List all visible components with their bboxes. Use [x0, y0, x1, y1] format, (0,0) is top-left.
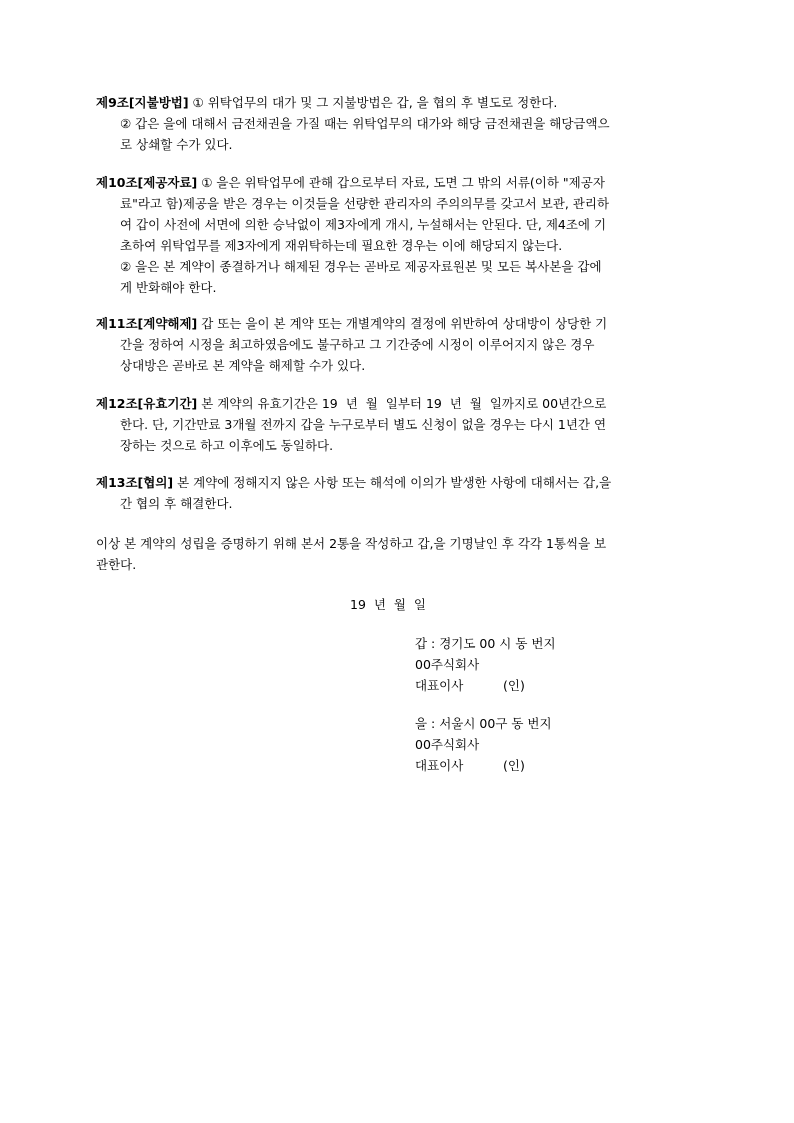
- party-b-representative: 대표이사 (인): [415, 758, 525, 773]
- closing-statement: [96, 533, 700, 575]
- article-13-text-line-2: 간 협의 후 해결한다.: [120, 496, 233, 511]
- article-12-first-line: [96, 393, 700, 414]
- article-10: [96, 172, 700, 298]
- party-a-company: 00주식회사: [415, 657, 480, 672]
- article-9-first-line: [96, 92, 700, 113]
- article-11: [96, 313, 700, 376]
- article-10-text-line-2: 료"라고 함)제공을 받은 경우는 이것들을 선량한 관리자의 주의의무를 갖고서 보관, 관리하: [120, 196, 610, 211]
- article-9-text-line-1: ① 위탁업무의 대가 및 그 지불방법은 갑, 을 협의 후 별도로 정한다.: [188, 95, 558, 110]
- contract-date: 19 년 월 일: [350, 597, 426, 612]
- article-9-heading: 제9조[지불방법]: [96, 95, 189, 110]
- article-10-text-line-3: 여 갑이 사전에 서면에 의한 승낙없이 제3자에게 개시, 누설해서는 안된다. 단, 제4조에 기: [120, 217, 607, 232]
- article-12: [96, 393, 700, 456]
- article-10-text-line-6: 게 반화해야 한다.: [120, 280, 217, 295]
- party-a-representative: 대표이사 (인): [415, 678, 525, 693]
- article-10-text-line-4: 초하여 위탁업무를 제3자에게 재위탁하는데 필요한 경우는 이에 해당되지 않는다.: [120, 238, 563, 253]
- closing-line-1: 이상 본 계약의 성립을 증명하기 위해 본서 2통을 작성하고 갑,을 기명날인 후 각각 1통씩을 보: [96, 536, 607, 551]
- article-9-text-line-3: 로 상쇄할 수가 있다.: [120, 137, 233, 152]
- article-12-text-line-2: 한다. 단, 기간만료 3개월 전까지 갑을 누구로부터 별도 신청이 없을 경우는 다시 1년간 연: [120, 417, 607, 432]
- closing-line-2: 관한다.: [96, 557, 137, 572]
- article-10-text-line-1: ① 을은 위탁업무에 관해 갑으로부터 자료, 도면 그 밖의 서류(이하 "제공자: [197, 175, 605, 190]
- article-11-first-line: [96, 313, 700, 334]
- party-b-block: [415, 713, 552, 776]
- article-11-text-line-3: 상대방은 곧바로 본 계약을 해제할 수가 있다.: [120, 358, 366, 373]
- party-a-block: [415, 633, 556, 696]
- article-11-text-line-2: 간을 정하여 시정을 최고하였음에도 불구하고 그 기간중에 시정이 이루어지지 않은 경우: [120, 337, 595, 352]
- article-11-heading: 제11조[계약해제]: [96, 316, 198, 331]
- article-9: [96, 92, 700, 155]
- article-13: [96, 472, 700, 514]
- party-b-address: 을 : 서울시 00구 동 번지: [415, 716, 552, 731]
- party-b-company: 00주식회사: [415, 737, 480, 752]
- article-10-heading: 제10조[제공자료]: [96, 175, 198, 190]
- article-10-text-line-5: ② 을은 본 계약이 종결하거나 해제된 경우는 곧바로 제공자료원본 및 모든 복사본을 갑에: [120, 259, 602, 274]
- party-a-address: 갑 : 경기도 00 시 동 번지: [415, 636, 556, 651]
- article-13-text-line-1: 본 계약에 정해지지 않은 사항 또는 해석에 이의가 발생한 사항에 대해서는 갑,을: [173, 475, 612, 490]
- article-13-first-line: [96, 472, 700, 493]
- article-11-text-line-1: 갑 또는 을이 본 계약 또는 개별계약의 결정에 위반하여 상대방이 상당한 기: [197, 316, 608, 331]
- article-9-text-line-2: ② 갑은 을에 대해서 금전채권을 가질 때는 위탁업무의 대가와 해당 금전채권을 해당금액으: [120, 116, 610, 131]
- article-13-heading: 제13조[협의]: [96, 475, 174, 490]
- article-12-text-line-1: 본 계약의 유효기간은 19 년 월 일부터 19 년 월 일까지로 00년간으로: [197, 396, 607, 411]
- article-12-heading: 제12조[유효기간]: [96, 396, 198, 411]
- article-12-text-line-3: 장하는 것으로 하고 이후에도 동일하다.: [120, 438, 334, 453]
- article-10-first-line: [96, 172, 700, 193]
